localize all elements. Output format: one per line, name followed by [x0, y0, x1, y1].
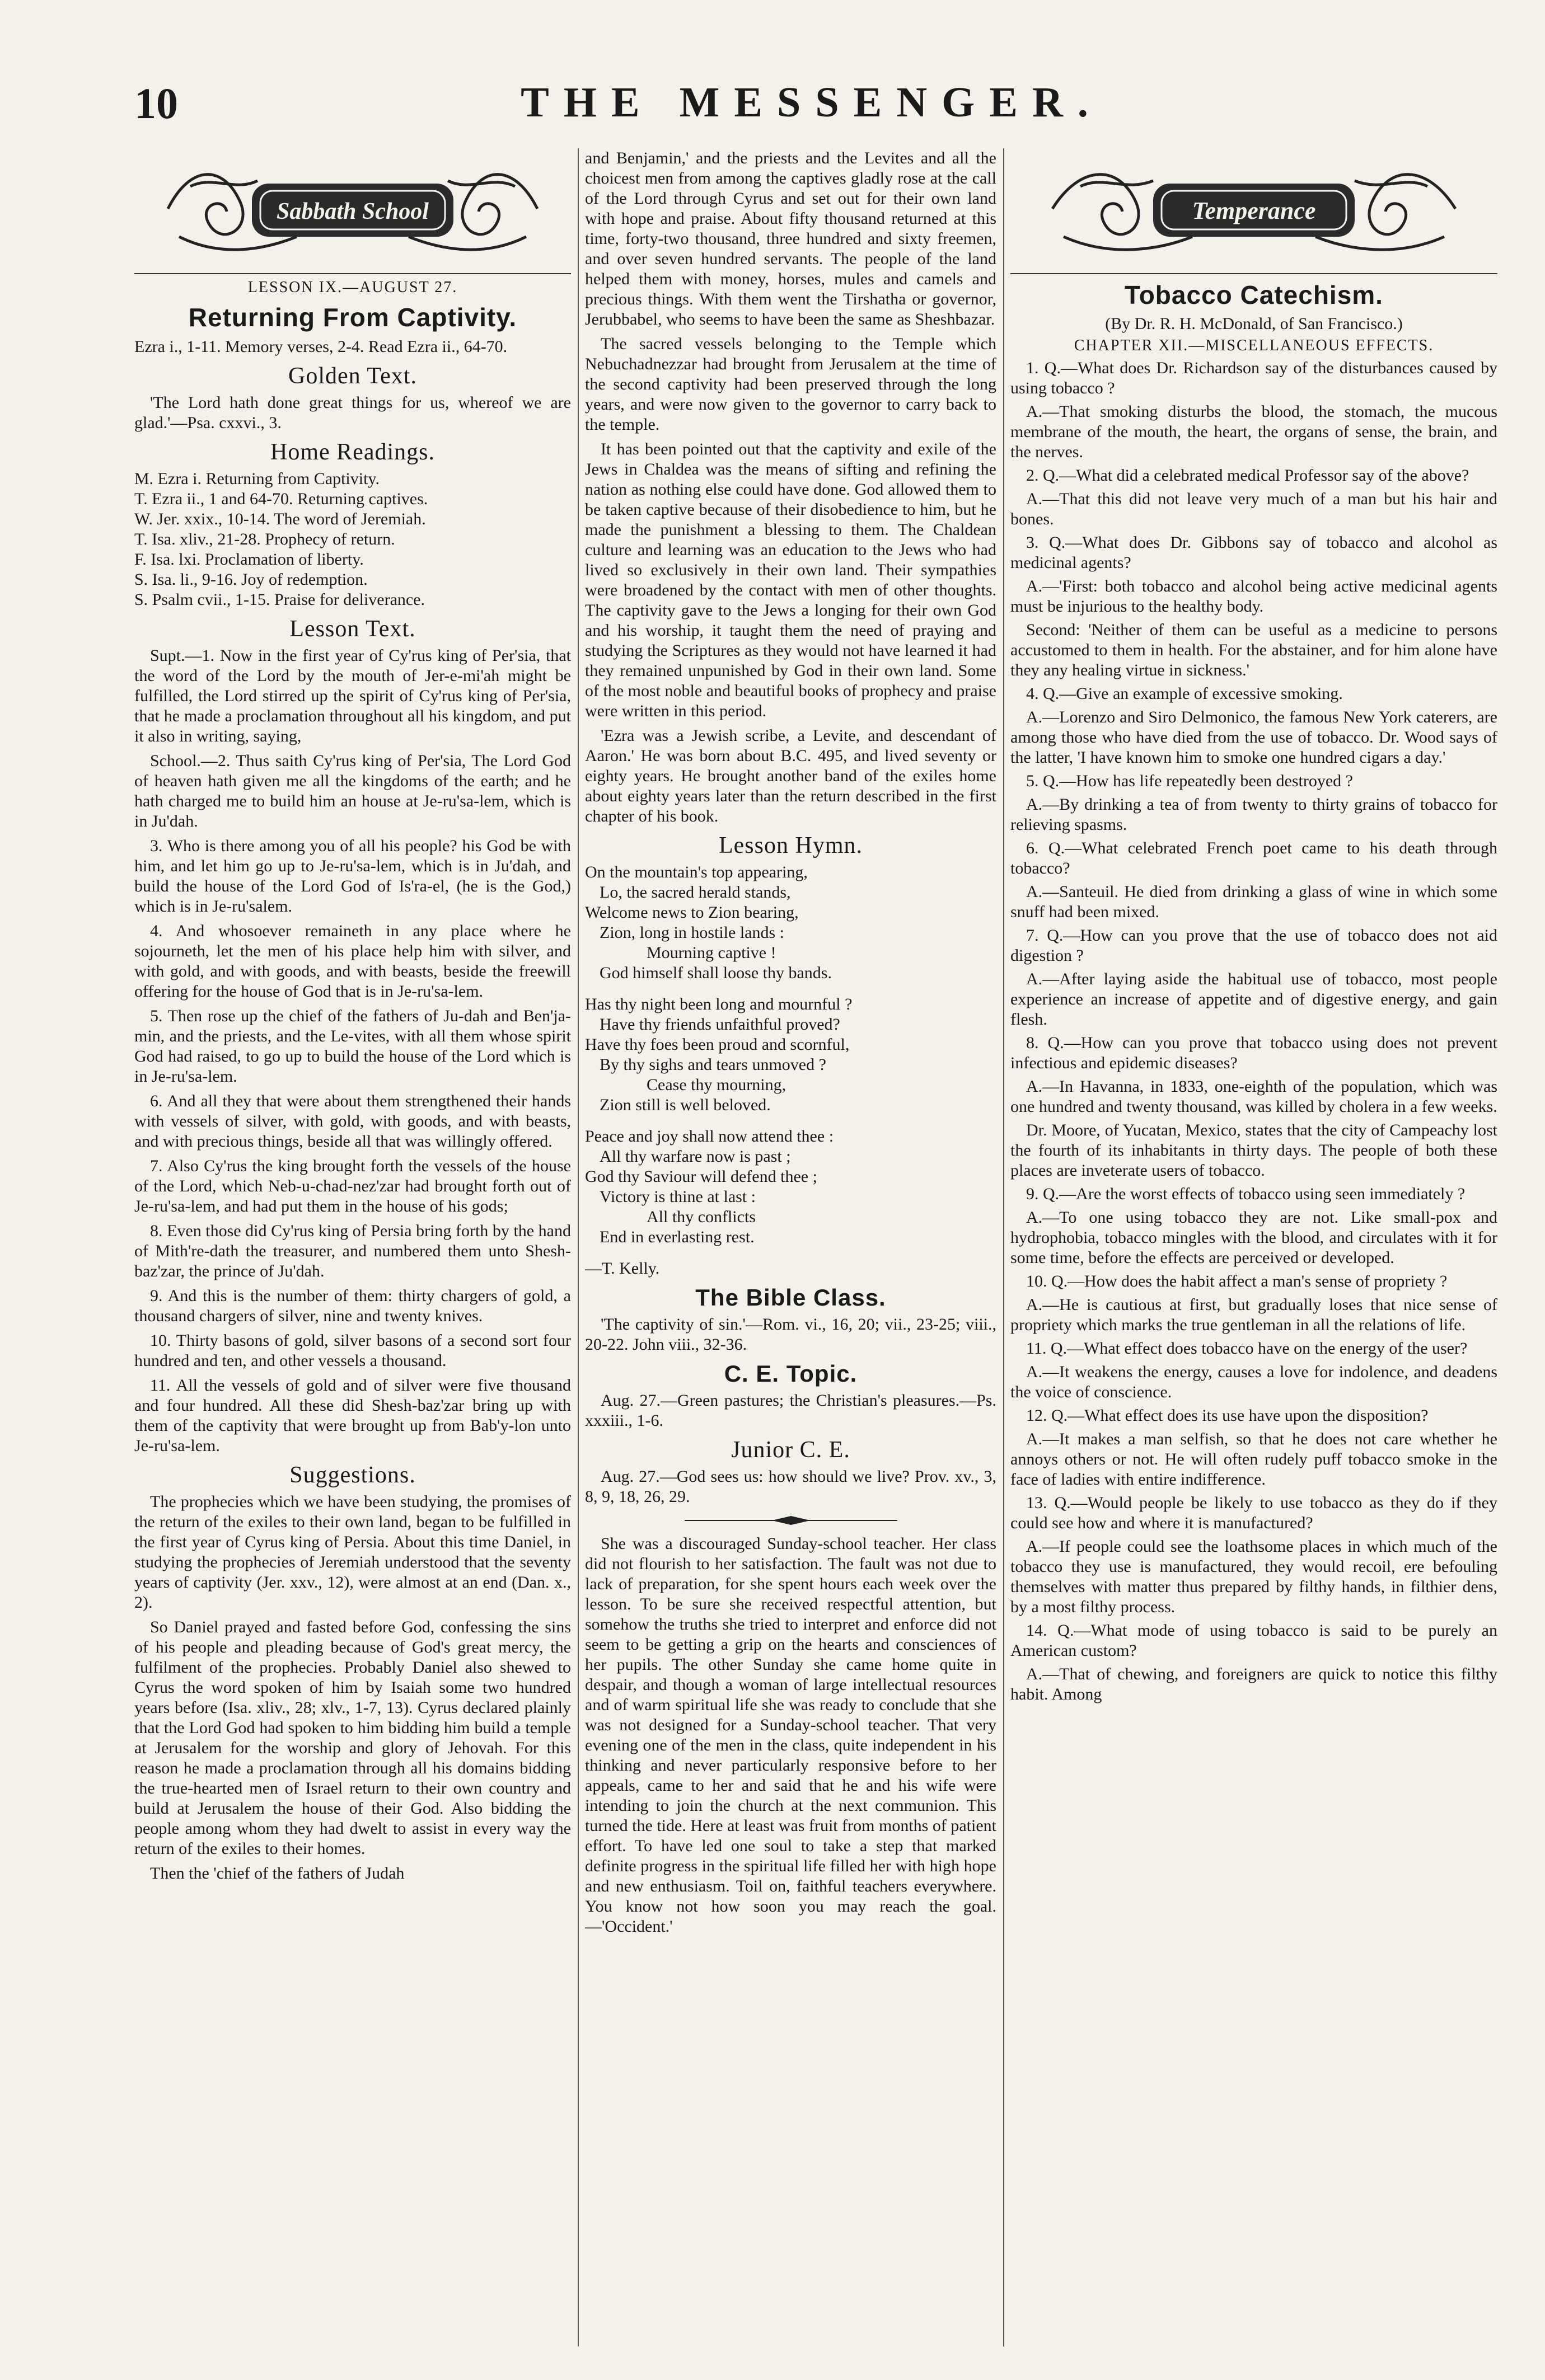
catechism-item: 13. Q.—Would people be likely to use tobacco as they do if they could see how and where it is manufactured?	[1010, 1494, 1497, 1532]
section-divider	[585, 1515, 996, 1526]
catechism-item: A.—He is cautious at first, but gradually loses that nice sense of propriety which marks the true gentleman in all the relations of life.	[1010, 1295, 1497, 1334]
home-reading-item: T. Ezra ii., 1 and 64-70. Returning captives.	[134, 490, 428, 508]
masthead-title: THE MESSENGER.	[521, 79, 1103, 126]
catechism-item: A.—That smoking disturbs the blood, the stomach, the mucous membrane of the mouth, the heart, the organs of sense, the brain, and the nerves.	[1010, 402, 1497, 461]
hymn-stanza	[585, 1126, 996, 1247]
golden-text-heading: Golden Text.	[288, 363, 417, 389]
lesson-verse: 3. Who is there among you of all his people? his God be with him, and let him go up to Je-ru'sa-lem, which is in Ju'dah, and build the house of the Lord God of Is'ra-el, (he is the God,) which is in Je-ru'salem.	[134, 837, 571, 916]
catechism-item: A.—In Havanna, in 1833, one-eighth of the population, which was one hundred and twenty thousand, was killed by cholera in a few weeks.	[1010, 1077, 1497, 1116]
suggestions-paragraph: So Daniel prayed and fasted before God, confessing the sins of his people and pleading because of God's great mercy, the fulfilment of the prophecies. Probably Daniel also shewed to Cyrus the word spoken of him by Isaiah some two hundred years before (Isa. xliv., 28; xlv., 1-7, 13). Cyrus declared plainly that the Lord God had spoken to him bidding him build a temple at Jerusalem for the worship and glory of Jehovah. For this reason he made a proclamation through all his domains bidding the true-hearted men of Israel return to their own country and build at Jerusalem the house of their God. Also bidding the people among whom they had dwelt to assist in every way the return of the exiles to their homes.	[134, 1618, 571, 1858]
lesson-text-heading: Lesson Text.	[289, 616, 416, 642]
lesson-number: LESSON IX.—AUGUST 27.	[247, 279, 458, 296]
catechism-item: 12. Q.—What effect does its use have upon the disposition?	[1026, 1406, 1429, 1425]
hymn-line: Peace and joy shall now attend thee :	[585, 1127, 834, 1146]
catechism-item: A.—Lorenzo and Siro Delmonico, the famous New York caterers, are among those who have died from the use of tobacco. Dr. Wood says of the latter, 'I have known him to smoke one hundred cigars a day.'	[1010, 708, 1497, 767]
home-reading-item: S. Psalm cvii., 1-15. Praise for deliverance.	[134, 590, 425, 609]
catechism-item: A.—By drinking a tea of from twenty to thirty grains of tobacco for relieving spasms.	[1010, 795, 1497, 834]
temperance-ornament	[1010, 148, 1497, 269]
catechism-item: 9. Q.—Are the worst effects of tobacco using seen immediately ?	[1026, 1185, 1466, 1203]
hymn-line: Mourning captive !	[647, 943, 776, 962]
catechism-item: 1. Q.—What does Dr. Richardson say of the disturbances caused by using tobacco ?	[1010, 359, 1497, 397]
junior-ce-text: Aug. 27.—God sees us: how should we live? Prov. xv., 3, 8, 9, 18, 26, 29.	[585, 1467, 996, 1506]
catechism-item: 7. Q.—How can you prove that the use of tobacco does not aid digestion ?	[1010, 926, 1497, 965]
lesson-reference: Ezra i., 1-11. Memory verses, 2-4. Read Ezra ii., 64-70.	[134, 337, 508, 356]
lesson-verse: 9. And this is the number of them: thirty chargers of gold, a thousand chargers of silver, nine and twenty knives.	[134, 1287, 571, 1325]
catechism-item: 8. Q.—How can you prove that tobacco using does not prevent infectious and epidemic diseases?	[1010, 1034, 1497, 1072]
hymn-line: Zion still is well beloved.	[600, 1096, 771, 1114]
hymn-line: Victory is thine at last :	[600, 1187, 756, 1206]
golden-text: 'The Lord hath done great things for us, whereof we are glad.'—Psa. cxxvi., 3.	[134, 393, 571, 432]
catechism-byline: (By Dr. R. H. McDonald, of San Francisco.)	[1105, 314, 1403, 333]
hymn-line: Lo, the sacred herald stands,	[600, 883, 791, 902]
sunday-school-teacher-story: She was a discouraged Sunday-school teacher. Her class did not flourish to her satisfaction. The fault was not due to lack of preparation, for she spent hours each week over the lesson. To be sure she received respectful attention, but somehow the truths she tried to interpret and enforce did not seem to be getting a grip on the hearts and consciences of her pupils. The other Sunday she came home quite in despair, and though a woman of large intellectual resources and of warm spiritual life she was ready to conclude that she was not designed for a Sunday-school teacher. That very evening one of the men in the class, quite independent in his thinking and never particularly responsive before to her appeals, came to her and said that he and his wife were intending to join the church at the next communion. This turned the tide. Here at least was fruit from months of patient effort. To have led one soul to take a step that marked definite progress in the spiritual life filled her with high hope and new enthusiasm. Toil on, faithful teachers everywhere. You know not how soon you may reach the goal.—'Occident.'	[585, 1534, 996, 1936]
lesson-hymn-heading: Lesson Hymn.	[719, 833, 863, 858]
lesson-verse: 4. And whosoever remaineth in any place where he sojourneth, let the men of his place help him with silver, and with gold, and with goods, and with beasts, beside the freewill offering for the house of God that is in Je-ru'sa-lem.	[134, 922, 571, 1001]
catechism-item: Dr. Moore, of Yucatan, Mexico, states that the city of Campeachy lost the fourth of its inhabitants in thirty days. The people of both these places are inveterate users of tobacco.	[1010, 1121, 1497, 1180]
hymn-line: Have thy friends unfaithful proved?	[600, 1015, 840, 1034]
ce-topic-heading: C. E. Topic.	[724, 1360, 858, 1387]
suggestions-continued: The sacred vessels belonging to the Temple which Nebuchadnezzar had brought from Jerusalem at the time of the second captivity had been preserved through the long years, and were now given to the governor to carry back to the temple.	[585, 335, 996, 434]
hymn-line: Cease thy mourning,	[647, 1076, 786, 1094]
hymn-line: Welcome news to Zion bearing,	[585, 903, 799, 922]
home-reading-item: S. Isa. li., 9-16. Joy of redemption.	[134, 570, 368, 589]
column-middle	[585, 148, 996, 2358]
suggestions-paragraph: The prophecies which we have been studying, the promises of the return of the exiles to their own land, began to be fulfilled in the first year of Cyrus king of Persia. About this time Daniel, in studying the prophecies of Jeremiah understood that the seventy years of captivity (Jer. xxv., 12), were almost at an end (Dan. x., 2).	[134, 1492, 571, 1612]
catechism-item: 10. Q.—How does the habit affect a man's sense of propriety ?	[1026, 1272, 1448, 1290]
page-header	[134, 78, 1489, 145]
catechism-item: A.—That this did not leave very much of a man but his hair and bones.	[1010, 490, 1497, 528]
bible-class-heading: The Bible Class.	[695, 1284, 886, 1311]
catechism-item: A.—Santeuil. He died from drinking a glass of wine in which some snuff had been mixed.	[1010, 882, 1497, 921]
catechism-item: A.—It weakens the energy, causes a love for indolence, and deadens the voice of conscience.	[1010, 1363, 1497, 1401]
hymn-line: Has thy night been long and mournful ?	[585, 995, 853, 1013]
catechism-item: 2. Q.—What did a celebrated medical Professor say of the above?	[1026, 466, 1469, 485]
hymn-stanza	[585, 994, 996, 1115]
home-reading-item: T. Isa. xliv., 21-28. Prophecy of return.	[134, 530, 395, 548]
lesson-verse: 8. Even those did Cy'rus king of Persia bring forth by the hand of Mith're-dath the treasurer, and numbered them unto Shesh-baz'zar, the prince of Ju'dah.	[134, 1222, 571, 1280]
sabbath-school-ornament	[134, 148, 571, 269]
catechism-qa-list	[1010, 358, 1497, 1705]
catechism-item: 3. Q.—What does Dr. Gibbons say of tobacco and alcohol as medicinal agents?	[1010, 533, 1497, 572]
lesson-verse: 10. Thirty basons of gold, silver basons of a second sort four hundred and ten, and other vessels a thousand.	[134, 1331, 571, 1370]
catechism-item: A.—After laying aside the habitual use of tobacco, most people experience an increase of appetite and of digestive energy, and gain flesh.	[1010, 970, 1497, 1029]
hymn-line: God thy Saviour will defend thee ;	[585, 1167, 817, 1186]
catechism-item: 11. Q.—What effect does tobacco have on the energy of the user?	[1026, 1339, 1468, 1358]
lesson-verse: 11. All the vessels of gold and of silver were five thousand and four hundred. All these did Shesh-baz'zar bring up with them of the captivity that were brought up from Bab'y-lon unto Je-ru'sa-lem.	[134, 1376, 571, 1455]
lesson-verses	[134, 646, 571, 1456]
hymn-line: All thy conflicts	[647, 1208, 756, 1226]
home-reading-item: M. Ezra i. Returning from Captivity.	[134, 470, 380, 488]
home-reading-item: F. Isa. lxi. Proclamation of liberty.	[134, 550, 364, 569]
catechism-item: 5. Q.—How has life repeatedly been destroyed ?	[1026, 772, 1353, 790]
hymn-line: All thy warfare now is past ;	[600, 1147, 791, 1166]
lesson-title: Returning From Captivity.	[188, 303, 517, 332]
lesson-verse: 5. Then rose up the chief of the fathers of Ju-dah and Ben'ja-min, and the priests, and the Le-vites, with all them whose spirit God had raised, to go up to build the house of the Lord which is in Je-ru'sa-lem.	[134, 1007, 571, 1086]
hymn-line: Zion, long in hostile lands :	[600, 923, 784, 942]
page-number: 10	[134, 79, 178, 128]
hymn-line: God himself shall loose thy bands.	[600, 964, 832, 982]
catechism-item: A.—That of chewing, and foreigners are quick to notice this filthy habit. Among	[1010, 1665, 1497, 1703]
suggestions-continued: 'Ezra was a Jewish scribe, a Levite, and descendant of Aaron.' He was born about B.C. 495, and lived seventy or eighty years. He brought another band of the exiles home about eighty years later than the return described in the first chapter of his book.	[585, 726, 996, 825]
bible-class-text: 'The captivity of sin.'—Rom. vi., 16, 20; vii., 23-25; viii., 20-22. John viii., 32-36.	[585, 1315, 996, 1354]
catechism-chapter: CHAPTER XII.—MISCELLANEOUS EFFECTS.	[1074, 337, 1434, 354]
catechism-item: A.—If people could see the loathsome places in which much of the tobacco they use is manufactured, they would recoil, ere befouling themselves with matter thus prepared by filthy hands, in filthier dens, by a most filthy process.	[1010, 1537, 1497, 1616]
ce-topic-text: Aug. 27.—Green pastures; the Christian's pleasures.—Ps. xxxiii., 1-6.	[585, 1391, 996, 1430]
catechism-item: 14. Q.—What mode of using tobacco is said to be purely an American custom?	[1010, 1621, 1497, 1660]
catechism-item: A.—It makes a man selfish, so that he does not care whether he annoys others or not. He will often rudely puff tobacco smoke in the face of ladies with entire indifference.	[1010, 1430, 1497, 1489]
sabbath-school-ornament-text: Sabbath School	[277, 198, 429, 224]
lesson-verse: School.—2. Thus saith Cy'rus king of Per'sia, The Lord God of heaven hath given me all the kingdoms of the earth; and he hath charged me to build him an house at Je-ru'sa-lem, which is in Ju'dah.	[134, 752, 571, 830]
suggestions-paragraph: Then the 'chief of the fathers of Judah	[150, 1864, 405, 1883]
hymn-attribution: —T. Kelly.	[585, 1259, 660, 1278]
home-readings-heading: Home Readings.	[270, 439, 435, 465]
suggestions-continued: and Benjamin,' and the priests and the Levites and all the choicest men from among the captives gladly rose at the call of the Lord through Cyrus and set out for their own land with hope and praise. About fifty thousand returned at this time, forty-two thousand, three hundred and sixty freemen, and over seven hundred servants. The people of the land helped them with money, horses, mules and camels and precious things. With them went the Tirshatha or governor, Jerubbabel, who seems to have been the same as Sheshbazar.	[585, 149, 996, 328]
hymn-line: By thy sighs and tears unmoved ?	[600, 1055, 826, 1074]
catechism-item: 4. Q.—Give an example of excessive smoking.	[1026, 684, 1343, 703]
catechism-item: A.—To one using tobacco they are not. Like small-pox and hydrophobia, tobacco mingles with the blood, and circulates with it for some time, before the effects are perceived or developed.	[1010, 1208, 1497, 1267]
column-rule	[578, 148, 579, 2346]
hymn-stanza	[585, 862, 996, 983]
hymn-line: End in everlasting rest.	[600, 1228, 755, 1246]
catechism-item: Second: 'Neither of them can be useful as a medicine to persons accustomed to them in health. For the abstainer, and for him alone have they any healing virtue in sickness.'	[1010, 621, 1497, 679]
home-readings-list	[134, 469, 571, 610]
lesson-hymn	[585, 862, 996, 1247]
column-rule	[1003, 148, 1004, 2346]
lesson-verse: Supt.—1. Now in the first year of Cy'rus king of Per'sia, that the word of the Lord by the mouth of Jer-e-mi'ah might be fulfilled, the Lord stirred up the spirit of Cy'rus king of Per'sia, that he made a proclamation throughout all his kingdom, and put it also in writing, saying,	[134, 646, 571, 745]
hymn-line: On the mountain's top appearing,	[585, 863, 808, 881]
lesson-verse: 7. Also Cy'rus the king brought forth the vessels of the house of the Lord, which Neb-u-chad-nez'zar had brought forth out of Je-ru'sa-lem, and had put them in the house of his gods;	[134, 1157, 571, 1215]
lesson-verse: 6. And all they that were about them strengthened their hands with vessels of silver, with gold, with goods, and with beasts, and with precious things, beside all that was willingly offered.	[134, 1092, 571, 1151]
temperance-ornament-text: Temperance	[1192, 196, 1316, 224]
column-sabbath-school	[134, 148, 571, 2358]
column-temperance	[1010, 148, 1497, 2358]
catechism-title: Tobacco Catechism.	[1125, 280, 1383, 309]
catechism-item: 6. Q.—What celebrated French poet came to his death through tobacco?	[1010, 839, 1497, 877]
home-reading-item: W. Jer. xxix., 10-14. The word of Jeremiah.	[134, 510, 426, 528]
catechism-item: A.—'First: both tobacco and alcohol being active medicinal agents must be injurious to the healthy body.	[1010, 577, 1497, 616]
junior-ce-heading: Junior C. E.	[731, 1437, 850, 1463]
suggestions-continued: It has been pointed out that the captivity and exile of the Jews in Chaldea was the means of sifting and refining the nation as nothing else could have done. God allowed them to be taken captive because of their disobedience to him, but he made the punishment a blessing to them. The Chaldean culture and learning was an education to the Jews who had lived so exclusively in their own land. Their sympathies were broadened by the contact with men of other thoughts. The captivity gave to the Jews a longing for their own God and his worship, it taught them the need of praying and studying the Scriptures as they would not have learned it had they remained unpunished by God in their own land. Some of the most noble and beautiful books of prophecy and praise were written in this period.	[585, 440, 996, 720]
hymn-line: Have thy foes been proud and scornful,	[585, 1035, 850, 1054]
suggestions-heading: Suggestions.	[289, 1462, 416, 1488]
